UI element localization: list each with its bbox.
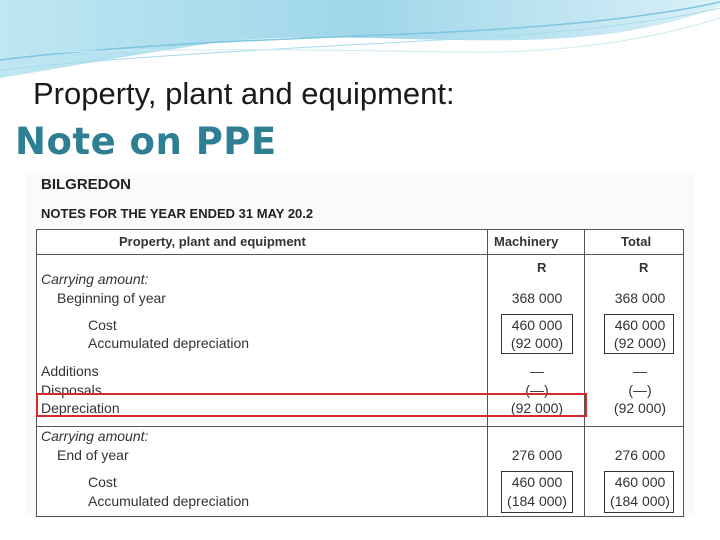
notes-heading: NOTES FOR THE YEAR ENDED 31 MAY 20.2 <box>41 206 314 221</box>
currency-label: R <box>537 260 547 275</box>
machinery-value: (184 000) <box>507 493 567 509</box>
column-header-machinery: Machinery <box>494 234 559 249</box>
row-label: Carrying amount: <box>41 428 149 444</box>
column-header-total: Total <box>621 234 652 249</box>
machinery-value: — <box>530 363 544 379</box>
machinery-value: 460 000 <box>511 474 563 490</box>
machinery-value: (92 000) <box>510 335 564 351</box>
total-value: 368 000 <box>614 290 666 306</box>
machinery-value: 460 000 <box>511 317 563 333</box>
depreciation-highlight <box>36 393 587 417</box>
total-value: (92 000) <box>613 335 667 351</box>
row-label: Depreciation <box>41 400 120 416</box>
section-divider <box>36 426 684 427</box>
total-value: (92 000) <box>613 400 667 416</box>
row-label: Additions <box>41 363 99 379</box>
machinery-value: 276 000 <box>511 447 563 463</box>
total-value: (184 000) <box>610 493 670 509</box>
machinery-value: (92 000) <box>510 400 564 416</box>
row-label: Cost <box>88 474 117 490</box>
currency-label: R <box>639 260 649 275</box>
total-value: 460 000 <box>614 317 666 333</box>
row-label: End of year <box>57 447 129 463</box>
total-value: (—) <box>628 382 652 398</box>
total-value: — <box>633 363 647 379</box>
total-value: 460 000 <box>614 474 666 490</box>
slide-title: Note on PPE <box>15 120 277 163</box>
row-label: Beginning of year <box>57 290 166 306</box>
slide-subtitle: Property, plant and equipment: <box>33 76 455 111</box>
column-divider <box>584 229 585 517</box>
column-divider <box>487 229 488 517</box>
machinery-value: 368 000 <box>511 290 563 306</box>
company-name: BILGREDON <box>41 176 131 193</box>
row-label: Cost <box>88 317 117 333</box>
total-value: 276 000 <box>614 447 666 463</box>
row-label: Accumulated depreciation <box>88 335 250 351</box>
machinery-value: (—) <box>525 382 549 398</box>
row-label: Disposals <box>41 382 102 398</box>
row-label: Accumulated depreciation <box>88 493 250 509</box>
header-divider <box>36 254 684 255</box>
column-header-description: Property, plant and equipment <box>119 234 306 249</box>
row-label: Carrying amount: <box>41 271 149 287</box>
